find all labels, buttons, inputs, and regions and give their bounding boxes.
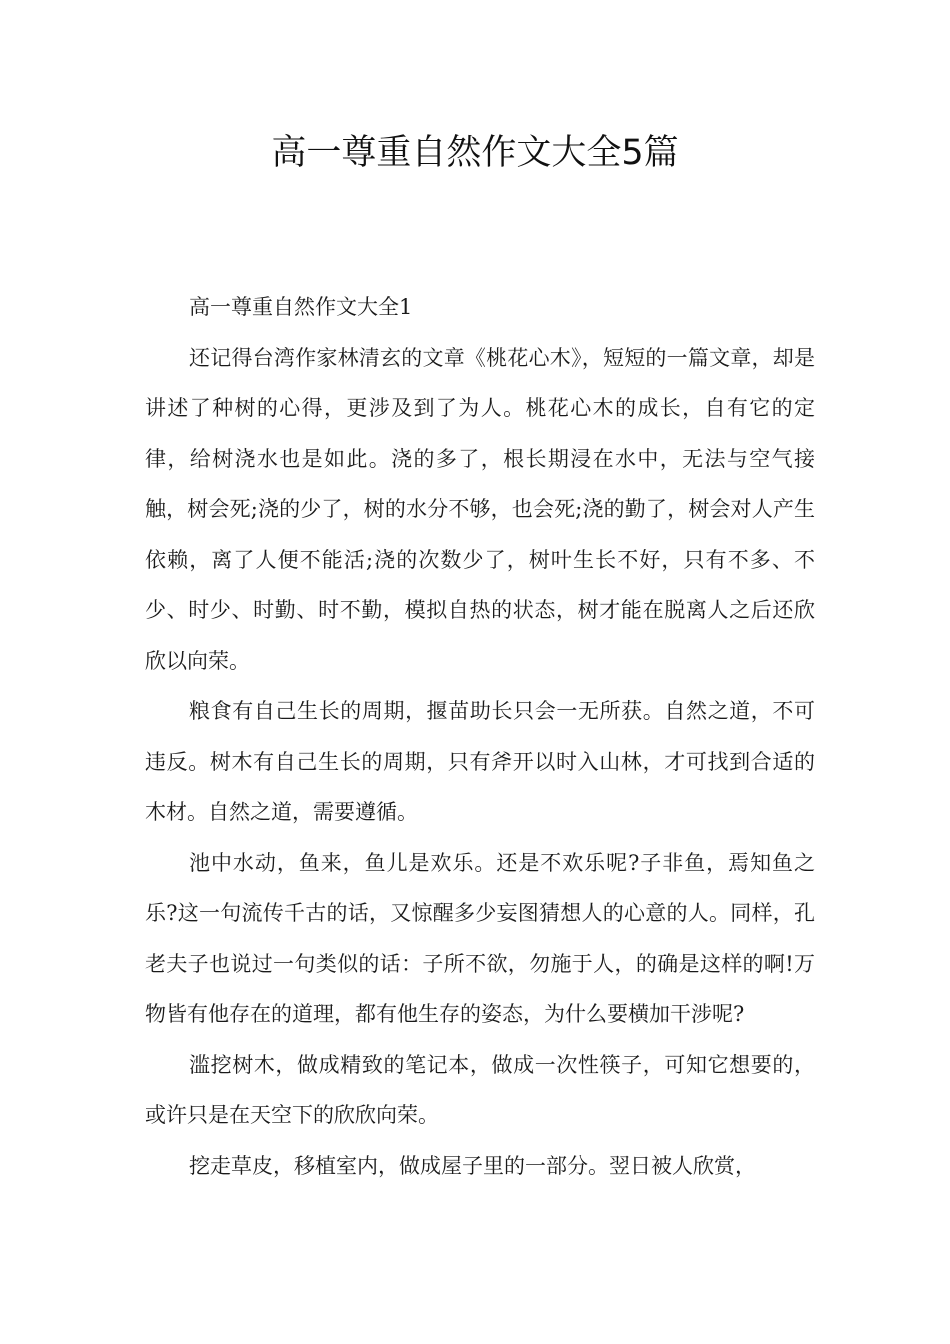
document-title: 高一尊重自然作文大全5篇: [271, 133, 679, 173]
paragraph: 池中水动，鱼来，鱼儿是欢乐。还是不欢乐呢?子非鱼，焉知鱼之乐?这一句流传千古的话，又惊醒多少妄图猜想人的心意的人。同样，孔老夫子也说过一句类似的话：子所不欲，勿施于人，的确是这样的啊!万物皆有他存在的道理，都有他生存的姿态，为什么要横加干涉呢?: [145, 850, 815, 1026]
paragraph: 粮食有自己生长的周期，揠苗助长只会一无所获。自然之道，不可违反。树木有自己生长的周期，只有斧开以时入山林，才可找到合适的木材。自然之道，需要遵循。: [145, 699, 815, 824]
paragraph: 滥挖树木，做成精致的笔记本，做成一次性筷子，可知它想要的，或许只是在天空下的欣欣向荣。: [145, 1052, 815, 1127]
paragraph: 还记得台湾作家林清玄的文章《桃花心木》，短短的一篇文章，却是讲述了种树的心得，更涉及到了为人。桃花心木的成长，自有它的定律，给树浇水也是如此。浇的多了，根长期浸在水中，无法与空气接触，树会死;浇的少了，树的水分不够，也会死;浇的勤了，树会对人产生依赖，离了人便不能活;浇的次数少了，树叶生长不好，只有不多、不少、时少、时勤、时不勤，模拟自热的状态，树才能在脱离人之后还欣欣以向荣。: [145, 345, 815, 673]
section-heading: 高一尊重自然作文大全1: [189, 295, 413, 319]
paragraph: 挖走草皮，移植室内，做成屋子里的一部分。翌日被人欣赏，: [189, 1153, 756, 1178]
document-body: [145, 282, 815, 1191]
